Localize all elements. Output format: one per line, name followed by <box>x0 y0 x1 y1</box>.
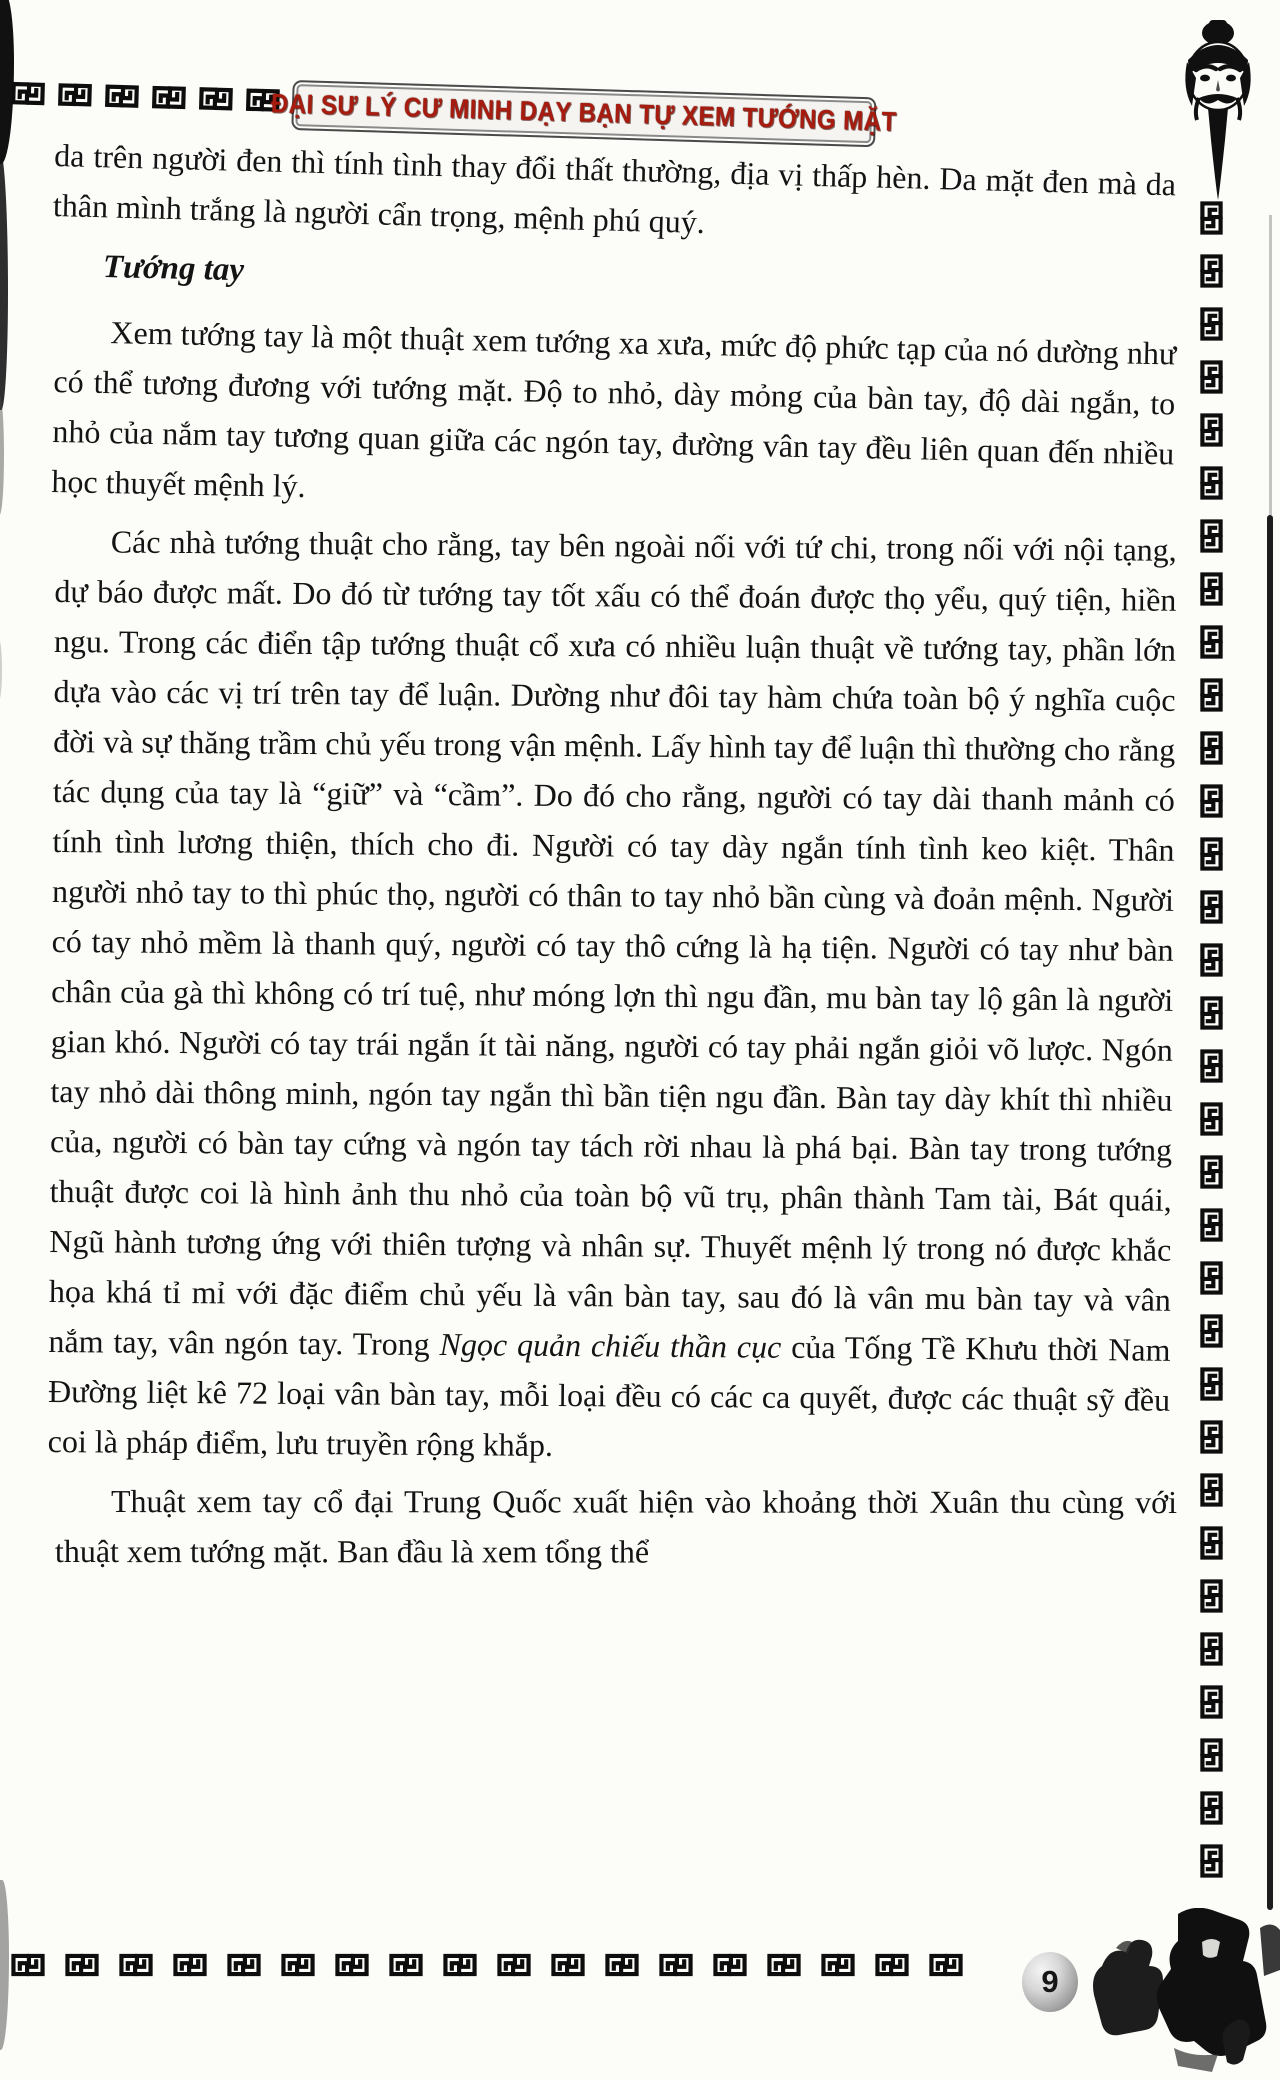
meander-unit-icon <box>1198 887 1225 927</box>
meander-unit-icon <box>62 1952 102 1978</box>
scan-artifact <box>0 150 8 410</box>
meander-unit-icon <box>1198 569 1225 609</box>
paragraph-last: Thuật xem tay cổ đại Trung Quốc xuất hiện vào khoảng thời Xuân thu cùng với thuật xem tướng mặt. Ban đầu là xem tổng thể <box>54 1483 1177 1570</box>
paragraph-main-text: Các nhà tướng thuật cho rằng, tay bên ngoài nối với tứ chi, trong nối với nội tạng, dự báo được mất. Do đó từ tướng tay tốt xấu có thể đoán được thọ yểu, quý tiện, hiền ngu. Trong các điển tập tướng thuật cổ xưa có nhiều luận thuật về tướng tay, phần lớn dựa vào các vị trí trên tay để luận. Dường như đôi tay hàm chứa toàn bộ ý nghĩa cuộc đời và sự thăng trầm chủ yếu trong vận mệnh. Lấy hình tay để luận thì thường cho rằng tác dụng của tay là “giữ” và “cầm”. Do đó cho rằng, người có tay dài thanh mảnh có tính tình lương thiện, thích cho đi. Người có tay dày ngắn tính tình keo kiệt. Thân người nhỏ tay to thì phúc thọ, người có thân to tay nhỏ bần cùng và đoản mệnh. Người có tay nhỏ mềm là thanh quý, người có tay thô cứng là hạ tiện. Người có tay như bàn chân của gà thì không có trí tuệ, như móng lợn thì ngu đần, mu bàn tay lộ gân là người gian khó. Người có tay trái ngắn ít tài năng, người có tay phải ngắn giỏi võ lược. Ngón tay nhỏ dài thông minh, ngón tay ngắn thì bần tiện ngu đần. Bàn tay dày khít thì nhiều của, người có bàn tay cứng và ngón tay tách rời nhau là phá bại. Bàn tay trong tướng thuật được coi là hình ảnh thu nhỏ của toàn bộ vũ trụ, phân thành Tam tài, Bát quái, Ngũ hành tương ứng với thiên tượng và nhân sự. Thuyết mệnh lý trong nó được khắc họa khá tỉ mỉ với đặc điểm chủ yếu là vân bàn tay, sau đó là vân mu bàn tay và vân nắm tay, vân ngón tay. Trong <box>48 523 1177 1363</box>
meander-unit-icon <box>196 85 237 112</box>
meander-border-right <box>1198 198 1225 1881</box>
meander-unit-icon <box>1198 675 1225 715</box>
meander-unit-icon <box>8 80 49 107</box>
meander-unit-icon <box>386 1952 426 1978</box>
ink-figures-icon <box>1082 1908 1280 2080</box>
meander-unit-icon <box>1198 1258 1225 1298</box>
page-number: 9 <box>1041 1964 1059 1999</box>
meander-unit-icon <box>1198 834 1225 874</box>
meander-unit-icon <box>656 1952 696 1978</box>
meander-border-bottom <box>8 1952 966 1978</box>
meander-unit-icon <box>1198 357 1225 397</box>
meander-unit-icon <box>278 1952 318 1978</box>
meander-unit-icon <box>1198 728 1225 768</box>
meander-unit-icon <box>1198 1364 1225 1404</box>
meander-unit-icon <box>1198 1788 1225 1828</box>
meander-unit-icon <box>1198 1841 1225 1881</box>
meander-unit-icon <box>1198 1682 1225 1722</box>
meander-unit-icon <box>1198 1629 1225 1669</box>
meander-unit-icon <box>1198 993 1225 1033</box>
book-title-italic: Ngọc quản chiếu thần cục <box>439 1326 782 1365</box>
meander-unit-icon <box>1198 304 1225 344</box>
meander-unit-icon <box>710 1952 750 1978</box>
meander-unit-icon <box>872 1952 912 1978</box>
meander-unit-icon <box>1198 1523 1225 1563</box>
meander-unit-icon <box>1198 1205 1225 1245</box>
meander-unit-icon <box>332 1952 372 1978</box>
meander-unit-icon <box>1198 1576 1225 1616</box>
meander-unit-icon <box>170 1952 210 1978</box>
page-edge-line <box>1269 215 1272 515</box>
meander-unit-icon <box>1198 622 1225 662</box>
meander-unit-icon <box>818 1952 858 1978</box>
paragraph-intro: Xem tướng tay là một thuật xem tướng xa xưa, mức độ phức tạp của nó dường như có thể tương đương với tướng mặt. Độ to nhỏ, dày mỏng của bàn tay, độ dài ngắn, to nhỏ của nắm tay tương quan giữa các ngón tay, đường vân tay đều liên quan đến nhiều học thuyết mệnh lý. <box>51 314 1177 505</box>
meander-unit-icon <box>602 1952 642 1978</box>
meander-unit-icon <box>1198 410 1225 450</box>
meander-unit-icon <box>102 83 143 110</box>
meander-unit-icon <box>1198 940 1225 980</box>
meander-unit-icon <box>1198 1735 1225 1775</box>
meander-unit-icon <box>548 1952 588 1978</box>
body-text <box>47 130 1177 1586</box>
meander-unit-icon <box>1198 1099 1225 1139</box>
meander-unit-icon <box>440 1952 480 1978</box>
meander-unit-icon <box>1198 463 1225 503</box>
section-heading: Tướng tay <box>102 249 245 289</box>
meander-unit-icon <box>55 81 96 108</box>
page-edge-line <box>1267 515 1273 1910</box>
meander-unit-icon <box>764 1952 804 1978</box>
meander-unit-icon <box>1198 1152 1225 1192</box>
meander-unit-icon <box>1198 781 1225 821</box>
paragraph-continued: da trên người đen thì tính tình thay đổi thất thường, địa vị thấp hèn. Da mặt đen mà da thân mình trắng là người cẩn trọng, mệnh phú quý. <box>52 136 1177 241</box>
meander-unit-icon <box>926 1952 966 1978</box>
paragraph-main-text: của Tống Tề Khưu thời Nam Đường liệt kê 72 loại vân bàn tay, mỗi loại đều có các ca quyết, được các thuật sỹ đều coi là pháp điểm, lưu truyền rộng khắp. <box>47 1328 1171 1463</box>
meander-unit-icon <box>1198 1470 1225 1510</box>
page-number-badge <box>1022 1952 1078 2012</box>
meander-unit-icon <box>1198 1046 1225 1086</box>
meander-unit-icon <box>116 1952 156 1978</box>
meander-unit-icon <box>1198 198 1225 238</box>
meander-unit-icon <box>149 84 190 111</box>
meander-unit-icon <box>494 1952 534 1978</box>
sage-face-icon <box>1168 18 1268 203</box>
scan-artifact <box>0 640 2 700</box>
meander-unit-icon <box>8 1952 48 1978</box>
meander-unit-icon <box>1198 516 1225 556</box>
meander-unit-icon <box>224 1952 264 1978</box>
meander-unit-icon <box>1198 1417 1225 1457</box>
banner-title: ĐẠI SƯ LÝ CƯ MINH DẠY BẠN TỰ XEM TƯỚNG MẶT <box>270 88 898 138</box>
meander-border-top <box>8 80 284 114</box>
meander-unit-icon <box>1198 251 1225 291</box>
scan-artifact <box>0 395 4 515</box>
meander-unit-icon <box>1198 1311 1225 1351</box>
paragraph-main <box>48 516 1177 1475</box>
